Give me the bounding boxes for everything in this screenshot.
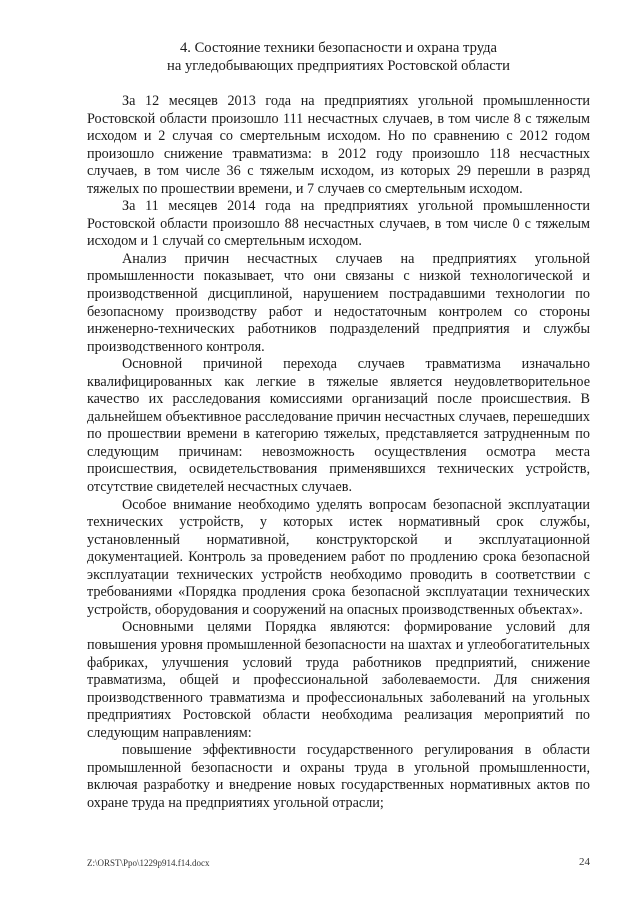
- section-title-line-2: на угледобывающих предприятиях Ростовской области: [167, 57, 510, 74]
- paragraph: Особое внимание необходимо уделять вопросам безопасной эксплуатации технических устройств, у которых истек нормативный срок службы, установленный нормативной, конструкторской и эксплуатационной документацией. Контроль за проведением работ по продлению срока безопасной эксплуатации технических устройств необходимо проводить в соответствии с требованиями «Порядка продления срока безопасной эксплуатации технических устройств, оборудования и сооружений на опасных производственных объектах».: [87, 496, 590, 618]
- section-title-line-1: 4. Состояние техники безопасности и охрана труда: [179, 40, 497, 56]
- paragraph: Анализ причин несчастных случаев на предприятиях угольной промышленности показывает, что они связаны с низкой технологической и производственной дисциплиной, нарушением пострадавшими технологии по безопасному производству работ и недостаточным контролем со стороны инженерно-технических работников подразделений предприятия и службы производственного контроля.: [87, 250, 590, 355]
- paragraph: За 11 месяцев 2014 года на предприятиях угольной промышленности Ростовской области произошло 88 несчастных случаев, в том числе 0 с тяжелым исходом и 1 случай со смертельным исходом.: [87, 198, 590, 250]
- body-text: [87, 93, 590, 812]
- paragraph: Основными целями Порядка являются: формирование условий для повышения уровня промышленной безопасности на шахтах и углеобогатительных фабриках, улучшения условий труда работников предприятий, снижение травматизма, общей и профессиональной заболеваемости. Для снижения производственного травматизма и профессиональных заболеваний на угольных предприятиях Ростовской области необходима реализация мероприятий по следующим направлениям:: [87, 619, 590, 741]
- paragraph: повышение эффективности государственного регулирования в области промышленной безопасности и охраны труда в угольной промышленности, включая разработку и внедрение новых государственных нормативных актов по охране труда на предприятиях угольной отрасли;: [87, 742, 590, 811]
- section-title: [87, 40, 590, 75]
- paragraph: За 12 месяцев 2013 года на предприятиях угольной промышленности Ростовской области произошло 111 несчастных случаев, в том числе 8 с тяжелым исходом и 2 случая со смертельным исходом. Но по сравнению с 2012 годом произошло снижение травматизма: в 2012 году произошло 118 несчастных случаев, в том числе 36 с тяжелым исходом, из которых 29 перешли в разряд тяжелых по прошествии времени, и 7 случаев со смертельным исходом.: [87, 93, 590, 197]
- page-number: 24: [579, 856, 590, 868]
- paragraph: Основной причиной перехода случаев травматизма изначально квалифицированных как легкие в тяжелые является неудовлетворительное качество их расследования комиссиями организаций после происшествия. В дальнейшем объективное расследование причин несчастных случаев, перешедших по прошествии времени в категорию тяжелых, представляется затрудненным по следующим причинам: невозможность осуществления осмотра места происшествия, освидетельствования применявшихся технических устройств, отсутствие свидетелей несчастных случаев.: [87, 356, 590, 496]
- footer-file-path: Z:\ORST\Ppo\1229p914.f14.docx: [87, 858, 210, 868]
